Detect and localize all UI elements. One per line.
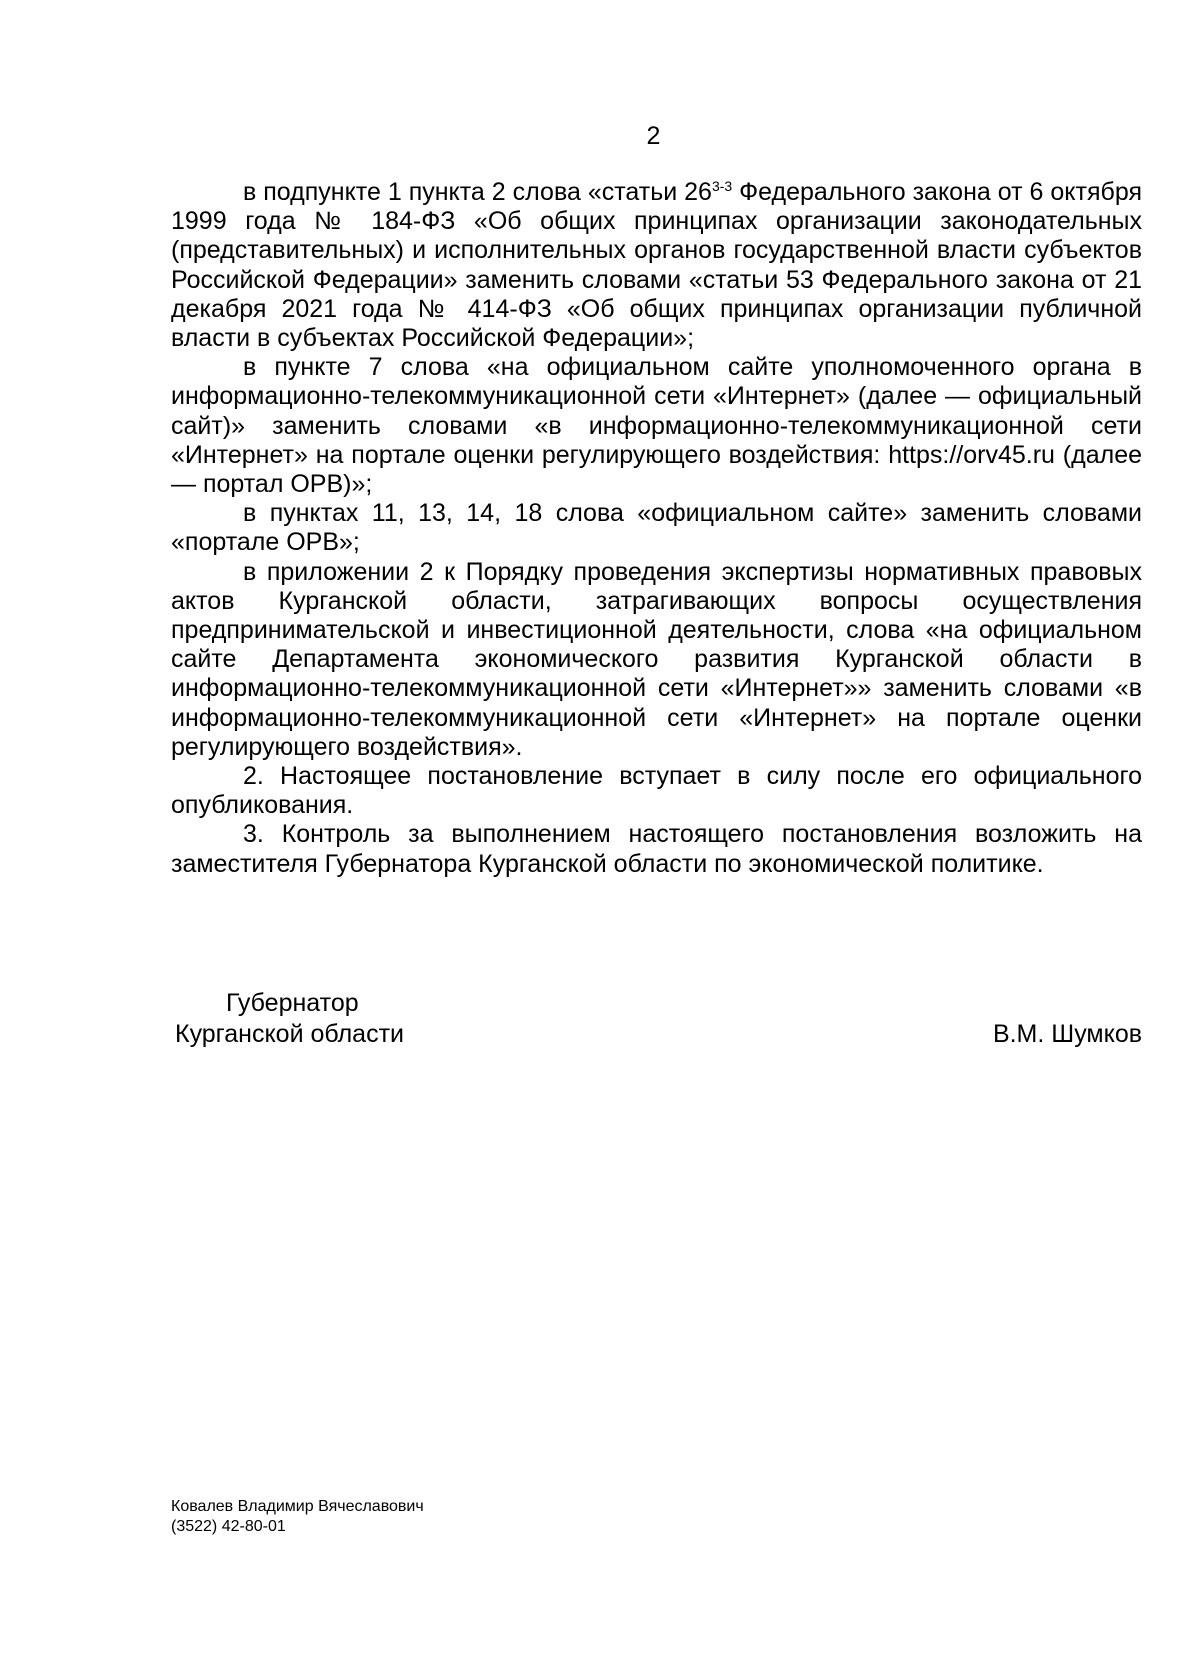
page-number: 2 (646, 122, 661, 150)
article-superscript: 3-3 (711, 178, 733, 194)
signatory-title (175, 988, 404, 1050)
paragraph-amend-subpoint-1 (171, 178, 1142, 353)
paragraph-amend-appendix-2: в приложении 2 к Порядку проведения экспертизы нормативных правовых актов Курганской области, затрагивающих вопросы осуществления предпринимательской и инвестиционной деятельности, слова «на официальном сайте Департамента экономического развития Курганской области в информационно-телекоммуникационной сети «Интернет»» заменить словами «в информационно-телекоммуникационной сети «Интернет» на портале оценки регулирующего воздействия». (171, 557, 1142, 761)
paragraph-entry-into-force: 2. Настоящее постановление вступает в силу после его официального опубликования. (171, 762, 1142, 820)
executor-name: Ковалев Владимир Вячеславович (171, 1498, 424, 1515)
paragraph-control: 3. Контроль за выполнением настоящего постановления возложить на заместителя Губернатора Курганской области по экономической политике. (171, 820, 1142, 878)
document-body (171, 178, 1142, 879)
signatory-position: Губернатор (226, 989, 359, 1017)
paragraph-amend-points-11-18: в пунктах 11, 13, 14, 18 слова «официальном сайте» заменить словами «портале ОРВ»; (171, 499, 1142, 557)
executor-phone: (3522) 42-80-01 (171, 1518, 286, 1535)
paragraph-amend-point-7: в пункте 7 слова «на официальном сайте уполномоченного органа в информационно-телекоммуникационной сети «Интернет» (далее — официальный сайт)» заменить словами «в информационно-телекоммуникационной сети «Интернет» на портале оценки регулирующего воздействия: https://orv45.ru (далее — портал ОРВ)»; (171, 353, 1142, 499)
paragraph-1-text-end: Федерального закона от 6 октября 1999 года № 184-ФЗ «Об общих принципах организации законодательных (представительных) и исполнительных органов государственной власти субъектов Российской Федерации» заменить словами «статьи 53 Федерального закона от 21 декабря 2021 года № 414-ФЗ «Об общих принципах организации публичной власти в субъектах Российской Федерации»; (171, 178, 1142, 353)
paragraph-1-text-start: в подпункте 1 пункта 2 слова «статьи 26 (243, 178, 712, 206)
signatory-region: Курганской области (175, 1020, 405, 1048)
signatory-name: В.М. Шумков (992, 1020, 1142, 1048)
executor-block (171, 1497, 424, 1537)
